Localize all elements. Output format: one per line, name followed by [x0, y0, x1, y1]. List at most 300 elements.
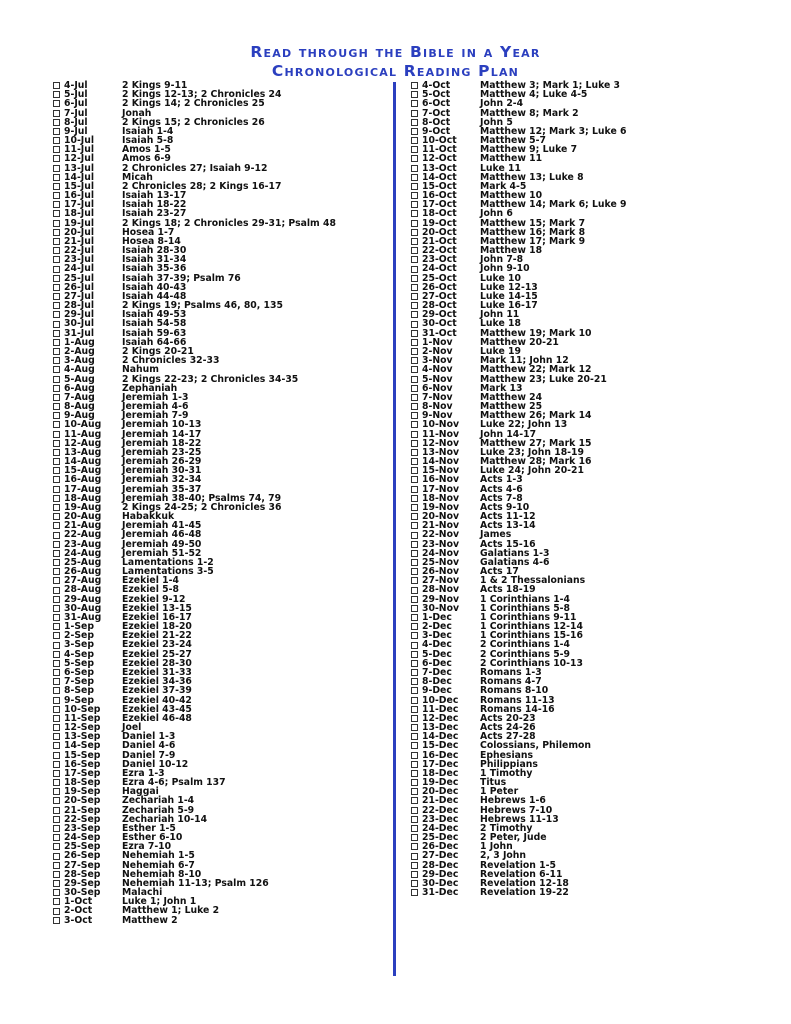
- checkbox[interactable]: [53, 742, 60, 749]
- checkbox[interactable]: [411, 458, 418, 465]
- reading-date: 8-Nov: [422, 401, 453, 413]
- checkbox[interactable]: [53, 376, 60, 383]
- reading-passage: Matthew 1; Luke 2: [122, 905, 220, 917]
- reading-date: 3-Sep: [64, 639, 94, 651]
- checkbox[interactable]: [411, 183, 418, 190]
- checkbox[interactable]: [53, 504, 60, 511]
- checkbox[interactable]: [411, 724, 418, 731]
- checkbox[interactable]: [411, 733, 418, 740]
- reading-passage: Acts 17: [480, 566, 519, 578]
- checkbox[interactable]: [53, 275, 60, 282]
- checkbox[interactable]: [53, 330, 60, 337]
- reading-row: [53, 751, 388, 760]
- reading-row: [411, 420, 751, 429]
- checkbox[interactable]: [411, 275, 418, 282]
- reading-row: [411, 879, 751, 888]
- checkbox[interactable]: [411, 284, 418, 291]
- checkbox[interactable]: [53, 779, 60, 786]
- checkbox[interactable]: [411, 220, 418, 227]
- checkbox[interactable]: [53, 256, 60, 263]
- checkbox[interactable]: [411, 128, 418, 135]
- checkbox[interactable]: [411, 321, 418, 328]
- reading-passage: Isaiah 35-36: [122, 263, 187, 275]
- checkbox[interactable]: [411, 532, 418, 539]
- checkbox[interactable]: [411, 577, 418, 584]
- checkbox[interactable]: [411, 119, 418, 126]
- reading-row: [411, 558, 751, 567]
- reading-date: 20-Sep: [64, 795, 101, 807]
- checkbox[interactable]: [53, 733, 60, 740]
- reading-passage: 2 Timothy: [480, 822, 533, 834]
- checkbox[interactable]: [53, 834, 60, 841]
- reading-date: 28-Dec: [422, 859, 459, 871]
- reading-row: [53, 686, 388, 695]
- reading-row: [53, 319, 388, 328]
- checkbox[interactable]: [411, 467, 418, 474]
- checkbox[interactable]: [411, 412, 418, 419]
- checkbox[interactable]: [411, 431, 418, 438]
- reading-date: 6-Aug: [64, 382, 95, 394]
- reading-row: [411, 778, 751, 787]
- checkbox[interactable]: [53, 623, 60, 630]
- checkbox[interactable]: [411, 339, 418, 346]
- checkbox[interactable]: [53, 412, 60, 419]
- checkbox[interactable]: [53, 770, 60, 777]
- checkbox[interactable]: [53, 632, 60, 639]
- checkbox[interactable]: [411, 623, 418, 630]
- checkbox[interactable]: [411, 862, 418, 869]
- reading-passage: Zechariah 5-9: [122, 804, 195, 816]
- reading-date: 28-Oct: [422, 300, 457, 312]
- checkbox[interactable]: [411, 385, 418, 392]
- checkbox[interactable]: [53, 752, 60, 759]
- checkbox[interactable]: [411, 256, 418, 263]
- reading-passage: Ezekiel 28-30: [122, 657, 192, 669]
- checkbox[interactable]: [411, 504, 418, 511]
- checkbox[interactable]: [53, 577, 60, 584]
- reading-date: 12-Dec: [422, 712, 459, 724]
- reading-row: [53, 219, 388, 228]
- reading-passage: Jeremiah 46-48: [122, 529, 202, 541]
- checkbox[interactable]: [53, 302, 60, 309]
- checkbox[interactable]: [53, 137, 60, 144]
- checkbox[interactable]: [411, 376, 418, 383]
- checkbox[interactable]: [53, 797, 60, 804]
- checkbox[interactable]: [53, 293, 60, 300]
- reading-passage: Hosea 8-14: [122, 235, 181, 247]
- checkbox[interactable]: [411, 91, 418, 98]
- reading-date: 24-Jul: [64, 263, 95, 275]
- checkbox[interactable]: [53, 403, 60, 410]
- reading-passage: Revelation 19-22: [480, 887, 569, 899]
- checkbox[interactable]: [53, 697, 60, 704]
- reading-date: 27-Oct: [422, 290, 457, 302]
- checkbox[interactable]: [411, 476, 418, 483]
- checkbox[interactable]: [411, 853, 418, 860]
- checkbox[interactable]: [53, 91, 60, 98]
- checkbox[interactable]: [53, 651, 60, 658]
- reading-row: [411, 861, 751, 870]
- checkbox[interactable]: [411, 165, 418, 172]
- checkbox[interactable]: [53, 660, 60, 667]
- reading-passage: Matthew 3; Mark 1; Luke 3: [480, 80, 621, 91]
- checkbox[interactable]: [53, 238, 60, 245]
- checkbox[interactable]: [411, 238, 418, 245]
- checkbox[interactable]: [53, 532, 60, 539]
- checkbox[interactable]: [411, 522, 418, 529]
- checkbox[interactable]: [53, 431, 60, 438]
- reading-passage: Galatians 4-6: [480, 556, 550, 568]
- reading-passage: Malachi: [122, 887, 163, 899]
- checkbox[interactable]: [411, 614, 418, 621]
- reading-passage: Ezekiel 5-8: [122, 584, 179, 596]
- checkbox[interactable]: [53, 816, 60, 823]
- reading-date: 10-Dec: [422, 694, 459, 706]
- reading-passage: 1 Timothy: [480, 767, 533, 779]
- checkbox[interactable]: [53, 284, 60, 291]
- checkbox[interactable]: [53, 880, 60, 887]
- reading-passage: Hebrews 1-6: [480, 795, 546, 807]
- checkbox[interactable]: [411, 797, 418, 804]
- checkbox[interactable]: [411, 137, 418, 144]
- checkbox[interactable]: [411, 366, 418, 373]
- reading-date: 10-Oct: [422, 135, 457, 147]
- checkbox[interactable]: [53, 220, 60, 227]
- checkbox[interactable]: [411, 880, 418, 887]
- checkbox[interactable]: [411, 229, 418, 236]
- checkbox[interactable]: [53, 871, 60, 878]
- checkbox[interactable]: [411, 82, 418, 89]
- checkbox[interactable]: [411, 752, 418, 759]
- reading-row: [53, 558, 388, 567]
- checkbox[interactable]: [53, 614, 60, 621]
- reading-date: 31-Aug: [64, 611, 102, 623]
- checkbox[interactable]: [53, 908, 60, 915]
- reading-passage: 2 Kings 19; Psalms 46, 80, 135: [122, 300, 283, 312]
- checkbox[interactable]: [411, 632, 418, 639]
- checkbox[interactable]: [411, 770, 418, 777]
- checkbox[interactable]: [411, 357, 418, 364]
- checkbox[interactable]: [53, 559, 60, 566]
- checkbox[interactable]: [53, 119, 60, 126]
- checkbox[interactable]: [53, 825, 60, 832]
- checkbox[interactable]: [411, 816, 418, 823]
- checkbox[interactable]: [411, 660, 418, 667]
- page-title: Read through the Bible in a Year: [250, 43, 541, 61]
- reading-row: [53, 613, 388, 622]
- checkbox[interactable]: [411, 706, 418, 713]
- checkbox[interactable]: [53, 110, 60, 117]
- reading-row: [411, 411, 751, 420]
- reading-date: 23-Nov: [422, 538, 460, 550]
- reading-passage: 2 Kings 24-25; 2 Chronicles 36: [122, 501, 282, 513]
- checkbox[interactable]: [411, 568, 418, 575]
- reading-date: 21-Jul: [64, 235, 95, 247]
- checkbox[interactable]: [53, 605, 60, 612]
- checkbox[interactable]: [53, 788, 60, 795]
- checkbox[interactable]: [411, 825, 418, 832]
- reading-passage: Matthew 13; Luke 8: [480, 171, 584, 183]
- reading-passage: 2, 3 John: [480, 850, 527, 862]
- checkbox[interactable]: [53, 421, 60, 428]
- reading-row: [411, 200, 751, 209]
- checkbox[interactable]: [411, 761, 418, 768]
- checkbox[interactable]: [53, 807, 60, 814]
- reading-row: [411, 530, 751, 539]
- checkbox[interactable]: [411, 541, 418, 548]
- reading-row: [411, 283, 751, 292]
- reading-date: 7-Jul: [64, 107, 88, 119]
- reading-row: [53, 595, 388, 604]
- reading-list-left: [53, 81, 388, 925]
- checkbox[interactable]: [53, 458, 60, 465]
- checkbox[interactable]: [411, 266, 418, 273]
- checkbox[interactable]: [53, 321, 60, 328]
- checkbox[interactable]: [53, 467, 60, 474]
- reading-row: [53, 439, 388, 448]
- reading-date: 8-Aug: [64, 401, 95, 413]
- checkbox[interactable]: [53, 146, 60, 153]
- reading-passage: Zechariah 10-14: [122, 813, 208, 825]
- reading-date: 9-Sep: [64, 694, 94, 706]
- checkbox[interactable]: [53, 889, 60, 896]
- reading-row: [411, 851, 751, 860]
- checkbox[interactable]: [53, 550, 60, 557]
- reading-passage: Matthew 4; Luke 4-5: [480, 89, 588, 101]
- checkbox[interactable]: [53, 210, 60, 217]
- reading-passage: Isaiah 23-27: [122, 208, 187, 220]
- reading-row: [53, 521, 388, 530]
- checkbox[interactable]: [53, 587, 60, 594]
- reading-passage: Matthew 8; Mark 2: [480, 107, 579, 119]
- reading-passage: 2 Kings 18; 2 Chronicles 29-31; Psalm 48: [122, 217, 336, 229]
- reading-date: 30-Oct: [422, 318, 457, 330]
- reading-row: [53, 806, 388, 815]
- checkbox[interactable]: [53, 394, 60, 401]
- checkbox[interactable]: [53, 678, 60, 685]
- checkbox[interactable]: [411, 596, 418, 603]
- checkbox[interactable]: [411, 302, 418, 309]
- checkbox[interactable]: [411, 394, 418, 401]
- checkbox[interactable]: [411, 605, 418, 612]
- checkbox[interactable]: [411, 843, 418, 850]
- reading-passage: Isaiah 59-63: [122, 327, 187, 339]
- checkbox[interactable]: [53, 706, 60, 713]
- checkbox[interactable]: [53, 917, 60, 924]
- reading-passage: Jeremiah 30-31: [122, 465, 202, 477]
- checkbox[interactable]: [411, 779, 418, 786]
- checkbox[interactable]: [411, 697, 418, 704]
- checkbox[interactable]: [53, 266, 60, 273]
- checkbox[interactable]: [411, 495, 418, 502]
- checkbox[interactable]: [411, 669, 418, 676]
- reading-passage: Mark 11; John 12: [480, 355, 569, 367]
- reading-date: 27-Jul: [64, 290, 95, 302]
- checkbox[interactable]: [53, 440, 60, 447]
- reading-passage: Acts 20-23: [480, 712, 536, 724]
- checkbox[interactable]: [53, 486, 60, 493]
- reading-date: 4-Sep: [64, 648, 94, 660]
- checkbox[interactable]: [411, 421, 418, 428]
- reading-date: 9-Nov: [422, 410, 453, 422]
- reading-date: 22-Jul: [64, 245, 95, 257]
- checkbox[interactable]: [411, 293, 418, 300]
- checkbox[interactable]: [411, 687, 418, 694]
- checkbox[interactable]: [53, 541, 60, 548]
- checkbox[interactable]: [53, 669, 60, 676]
- checkbox[interactable]: [53, 82, 60, 89]
- reading-row: [411, 274, 751, 283]
- reading-date: 13-Nov: [422, 446, 460, 458]
- checkbox[interactable]: [411, 330, 418, 337]
- reading-date: 20-Dec: [422, 786, 459, 798]
- reading-date: 11-Aug: [64, 428, 102, 440]
- reading-date: 5-Aug: [64, 373, 95, 385]
- checkbox[interactable]: [411, 889, 418, 896]
- reading-row: [411, 540, 751, 549]
- reading-passage: 2 Kings 22-23; 2 Chronicles 34-35: [122, 373, 299, 385]
- reading-date: 28-Aug: [64, 584, 102, 596]
- checkbox[interactable]: [411, 871, 418, 878]
- checkbox[interactable]: [411, 550, 418, 557]
- checkbox[interactable]: [53, 596, 60, 603]
- checkbox[interactable]: [53, 898, 60, 905]
- checkbox[interactable]: [411, 201, 418, 208]
- reading-passage: Ezekiel 43-45: [122, 703, 192, 715]
- reading-passage: Ezekiel 34-36: [122, 676, 192, 688]
- checkbox[interactable]: [411, 192, 418, 199]
- reading-passage: Isaiah 1-4: [122, 125, 174, 137]
- reading-date: 29-Dec: [422, 868, 459, 880]
- reading-row: [53, 457, 388, 466]
- checkbox[interactable]: [411, 642, 418, 649]
- checkbox[interactable]: [53, 339, 60, 346]
- checkbox[interactable]: [53, 495, 60, 502]
- checkbox[interactable]: [411, 403, 418, 410]
- checkbox[interactable]: [411, 715, 418, 722]
- checkbox[interactable]: [53, 476, 60, 483]
- checkbox[interactable]: [411, 513, 418, 520]
- reading-row: [411, 714, 751, 723]
- checkbox[interactable]: [411, 110, 418, 117]
- checkbox[interactable]: [411, 486, 418, 493]
- checkbox[interactable]: [411, 348, 418, 355]
- checkbox[interactable]: [53, 385, 60, 392]
- checkbox[interactable]: [53, 348, 60, 355]
- checkbox[interactable]: [411, 100, 418, 107]
- checkbox[interactable]: [53, 862, 60, 869]
- checkbox[interactable]: [53, 192, 60, 199]
- checkbox[interactable]: [53, 843, 60, 850]
- reading-date: 25-Aug: [64, 556, 102, 568]
- reading-row: [53, 787, 388, 796]
- reading-date: 20-Nov: [422, 511, 460, 523]
- checkbox[interactable]: [411, 174, 418, 181]
- checkbox[interactable]: [53, 201, 60, 208]
- reading-passage: Luke 18: [480, 318, 521, 330]
- reading-row: [53, 448, 388, 457]
- checkbox[interactable]: [411, 788, 418, 795]
- reading-date: 4-Nov: [422, 364, 453, 376]
- reading-row: [53, 503, 388, 512]
- checkbox[interactable]: [53, 165, 60, 172]
- reading-date: 31-Oct: [422, 327, 457, 339]
- checkbox[interactable]: [411, 449, 418, 456]
- checkbox[interactable]: [53, 687, 60, 694]
- checkbox[interactable]: [53, 715, 60, 722]
- reading-date: 31-Jul: [64, 327, 95, 339]
- reading-row: [53, 228, 388, 237]
- reading-date: 3-Oct: [64, 914, 93, 926]
- checkbox[interactable]: [411, 440, 418, 447]
- checkbox[interactable]: [411, 311, 418, 318]
- checkbox[interactable]: [411, 678, 418, 685]
- reading-passage: Romans 1-3: [480, 667, 542, 678]
- checkbox[interactable]: [53, 724, 60, 731]
- reading-passage: Matthew 25: [480, 401, 543, 413]
- reading-passage: Luke 16-17: [480, 300, 538, 312]
- checkbox[interactable]: [53, 128, 60, 135]
- reading-date: 16-Oct: [422, 190, 457, 202]
- reading-row: [53, 778, 388, 787]
- checkbox[interactable]: [411, 559, 418, 566]
- reading-row: [53, 182, 388, 191]
- checkbox[interactable]: [411, 807, 418, 814]
- reading-passage: Jeremiah 32-34: [122, 474, 202, 486]
- reading-passage: Ezekiel 13-15: [122, 602, 192, 614]
- reading-date: 22-Aug: [64, 529, 102, 541]
- checkbox[interactable]: [53, 174, 60, 181]
- checkbox[interactable]: [411, 146, 418, 153]
- checkbox[interactable]: [53, 229, 60, 236]
- checkbox[interactable]: [53, 522, 60, 529]
- checkbox[interactable]: [53, 366, 60, 373]
- checkbox[interactable]: [53, 183, 60, 190]
- reading-passage: Isaiah 44-48: [122, 290, 187, 302]
- reading-row: [53, 310, 388, 319]
- checkbox[interactable]: [411, 834, 418, 841]
- reading-row: [411, 264, 751, 273]
- checkbox[interactable]: [411, 210, 418, 217]
- checkbox[interactable]: [411, 742, 418, 749]
- checkbox[interactable]: [411, 651, 418, 658]
- checkbox[interactable]: [53, 513, 60, 520]
- checkbox[interactable]: [53, 761, 60, 768]
- checkbox[interactable]: [53, 100, 60, 107]
- checkbox[interactable]: [53, 247, 60, 254]
- checkbox[interactable]: [53, 357, 60, 364]
- checkbox[interactable]: [53, 568, 60, 575]
- checkbox[interactable]: [411, 587, 418, 594]
- checkbox[interactable]: [53, 449, 60, 456]
- reading-row: [53, 301, 388, 310]
- reading-passage: Acts 1-3: [480, 474, 523, 486]
- checkbox[interactable]: [411, 155, 418, 162]
- checkbox[interactable]: [53, 311, 60, 318]
- reading-passage: Hebrews 7-10: [480, 804, 553, 816]
- reading-date: 22-Oct: [422, 245, 457, 257]
- reading-passage: Acts 18-19: [480, 584, 536, 596]
- checkbox[interactable]: [53, 853, 60, 860]
- checkbox[interactable]: [411, 247, 418, 254]
- checkbox[interactable]: [53, 642, 60, 649]
- reading-row: [53, 549, 388, 558]
- reading-date: 17-Sep: [64, 767, 101, 779]
- reading-date: 27-Nov: [422, 575, 460, 587]
- reading-row: [53, 677, 388, 686]
- checkbox[interactable]: [53, 155, 60, 162]
- reading-date: 30-Dec: [422, 877, 459, 889]
